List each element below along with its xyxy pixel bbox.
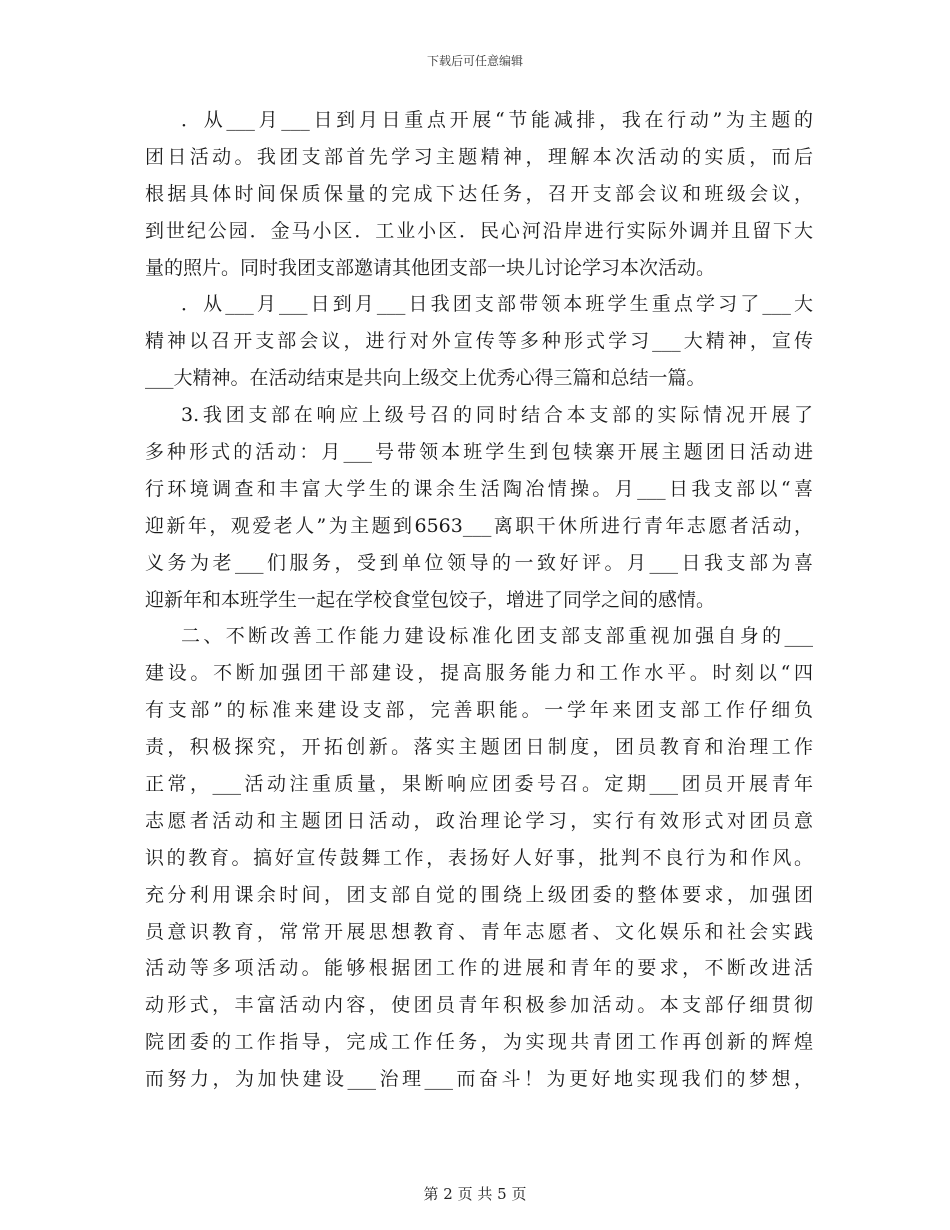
paragraph-line: 迎新年和本班学生一起在学校食堂包饺子，增进了同学之间的感情。	[145, 588, 716, 611]
paragraph-line: ___大精神。在活动结束是共向上级交上优秀心得三篇和总结一篇。	[145, 367, 706, 390]
paragraph-line: 精神以召开支部会议，进行对外宣传等多种形式学习___大精神，宣传	[145, 330, 813, 353]
paragraph-line: 动形式，丰富活动内容，使团员青年积极参加活动。本支部仔细贯彻	[145, 994, 813, 1017]
paragraph-line: 责，积极探究，开拓创新。落实主题团日制度，团员教育和治理工作	[145, 736, 813, 759]
paragraph-line: ．从___月___日到月日重点开展“节能减排，我在行动”为主题的	[181, 109, 813, 131]
paragraph-line: 而努力，为加快建设___治理___而奋斗！为更好地实现我们的梦想，	[145, 1068, 813, 1091]
paragraph-line: 团日活动。我团支部首先学习主题精神，理解本次活动的实质，而后	[145, 145, 813, 168]
paragraph-line: 有支部”的标准来建设支部，完善职能。一学年来团支部工作仔细负	[145, 699, 813, 722]
paragraph-line: 根据具体时间保质保量的完成下达任务，召开支部会议和班级会议，	[145, 182, 813, 205]
paragraph-line: 志愿者活动和主题团日活动，政治理论学习，实行有效形式对团员意	[145, 809, 813, 832]
paragraph-line: 二、不断改善工作能力建设标准化团支部支部重视加强自身的___	[181, 625, 813, 648]
paragraph-line: 到世纪公园．金马小区．工业小区．民心河沿岸进行实际外调并且留下大	[145, 219, 813, 242]
paragraph-line: 院团委的工作指导，完成工作任务，为实现共青团工作再创新的辉煌	[145, 1031, 813, 1054]
page-header: 下载后可任意编辑	[426, 54, 523, 68]
paragraph-line: 量的照片。同时我团支部邀请其他团支部一块儿讨论学习本次活动。	[145, 256, 716, 279]
paragraph-line: 多种形式的活动：月___号带领本班学生到包犊寨开展主题团日活动进	[145, 441, 813, 464]
paragraph-line: 识的教育。搞好宣传鼓舞工作，表扬好人好事，批判不良行为和作风。	[145, 846, 813, 869]
page-footer: 第 2 页 共 5 页	[423, 1185, 527, 1203]
paragraph-line: 建设。不断加强团干部建设，提高服务能力和工作水平。时刻以“四	[145, 662, 813, 685]
paragraph-line: 义务为老___们服务，受到单位领导的一致好评。月___日我支部为喜	[145, 551, 813, 574]
document-body	[145, 102, 813, 1098]
paragraph-line: 正常，___活动注重质量，果断响应团委号召。定期___团员开展青年	[145, 773, 813, 796]
paragraph-line: 迎新年，观爱老人”为主题到6563___离职干休所进行青年志愿者活动，	[145, 514, 813, 537]
paragraph-line: 活动等多项活动。能够根据团工作的进展和青年的要求，不断改进活	[145, 957, 813, 980]
paragraph-line: 充分利用课余时间，团支部自觉的围绕上级团委的整体要求，加强团	[145, 883, 813, 906]
paragraph-line: 行环境调查和丰富大学生的课余生活陶冶情操。月___日我支部以“喜	[145, 477, 813, 500]
paragraph-line: 3.我团支部在响应上级号召的同时结合本支部的实际情况开展了	[181, 404, 813, 427]
paragraph-line: 员意识教育，常常开展思想教育、青年志愿者、文化娱乐和社会实践	[145, 920, 813, 943]
paragraph-line: ．从___月___日到月___日我团支部带领本班学生重点学习了___大	[181, 293, 813, 316]
